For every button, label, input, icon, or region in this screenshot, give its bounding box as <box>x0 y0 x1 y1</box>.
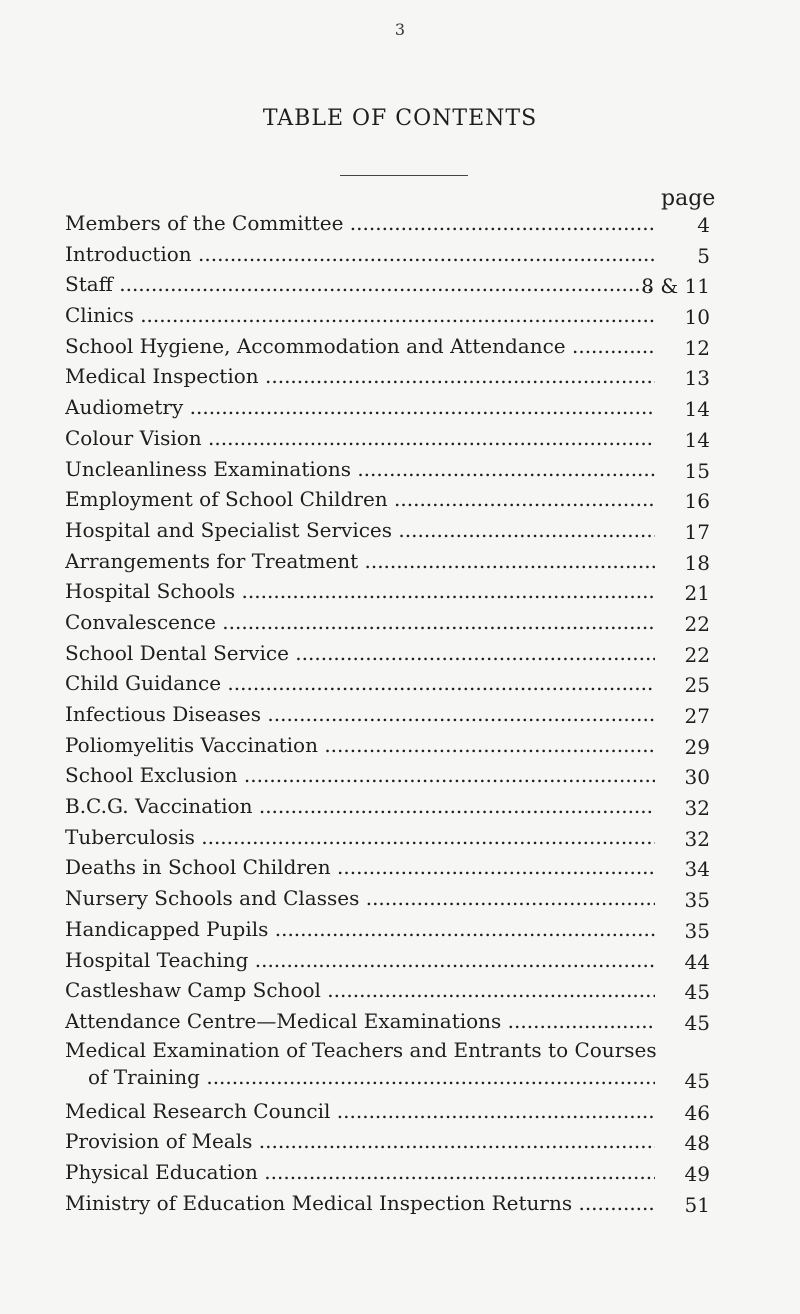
toc-entry-title: Introduction <box>65 241 192 266</box>
dot-leader <box>392 518 655 542</box>
dot-leader <box>195 825 655 849</box>
toc-entry-page: 22 <box>684 611 710 636</box>
toc-entry <box>65 730 710 761</box>
toc-entry <box>65 638 710 669</box>
toc-entry <box>65 484 710 515</box>
toc-entry <box>65 239 710 270</box>
toc-entry <box>65 975 710 1006</box>
toc-entry <box>65 576 710 607</box>
toc-entry-page: 17 <box>684 519 710 544</box>
table-of-contents <box>65 208 710 1218</box>
toc-entry-title: Handicapped Pupils <box>65 916 269 941</box>
toc-entry-title: Staff <box>65 272 113 297</box>
toc-entry <box>65 883 710 914</box>
title-divider <box>340 175 468 176</box>
dot-leader <box>134 303 655 327</box>
dot-leader <box>252 1129 655 1153</box>
toc-entry <box>65 668 710 699</box>
toc-entry-title: Hospital Teaching <box>65 947 249 972</box>
toc-entry-title: Ministry of Education Medical Inspection Returns <box>65 1190 573 1215</box>
toc-entry-title: Medical Inspection <box>65 364 259 389</box>
toc-entry <box>65 269 710 300</box>
dot-leader <box>192 242 655 266</box>
dot-leader <box>221 671 655 695</box>
toc-entry-page: 51 <box>684 1192 710 1217</box>
toc-entry <box>65 791 710 822</box>
toc-entry-page: 29 <box>684 734 710 759</box>
dot-leader <box>343 211 655 235</box>
toc-entry-title: Audiometry <box>65 395 184 420</box>
toc-entry-page: 14 <box>684 397 710 422</box>
toc-entry-title: Members of the Committee <box>65 211 344 235</box>
dot-leader <box>268 917 655 941</box>
toc-entry <box>65 361 710 392</box>
toc-entry-page: 15 <box>684 458 710 483</box>
toc-entry <box>65 1126 710 1157</box>
toc-entry-page: 48 <box>684 1131 710 1156</box>
dot-leader <box>113 272 655 296</box>
toc-entry-title: B.C.G. Vaccination <box>65 794 253 819</box>
toc-entry <box>65 699 710 730</box>
toc-entry <box>65 300 710 331</box>
toc-entry <box>65 392 710 423</box>
dot-leader <box>359 886 655 910</box>
toc-entry-page: 35 <box>684 888 710 913</box>
toc-entry <box>65 546 710 577</box>
dot-leader <box>351 457 655 481</box>
toc-entry-title: Employment of School Children <box>65 487 388 512</box>
toc-entry-page: 13 <box>684 366 710 391</box>
toc-entry <box>65 1096 710 1127</box>
toc-entry-page: 4 <box>697 213 710 237</box>
dot-leader <box>259 364 655 388</box>
toc-entry-title: School Hygiene, Accommodation and Attendance <box>65 333 566 358</box>
toc-entry-page: 22 <box>684 642 710 667</box>
toc-entry-title: Uncleanliness Examinations <box>65 456 351 481</box>
toc-entry-page: 27 <box>684 704 710 728</box>
dot-leader <box>330 1099 655 1123</box>
toc-entry-title: Tuberculosis <box>65 824 195 849</box>
dot-leader <box>252 794 655 818</box>
toc-entry-page: 32 <box>684 796 710 821</box>
dot-leader <box>331 855 655 879</box>
toc-entry-title: Deaths in School Children <box>65 855 331 880</box>
page-number: 3 <box>394 20 406 39</box>
toc-entry <box>65 760 710 791</box>
toc-entry-title: Clinics <box>65 303 134 328</box>
toc-entry <box>65 331 710 362</box>
page-title: TABLE OF CONTENTS <box>262 106 538 131</box>
toc-entry-page: 35 <box>684 918 710 943</box>
toc-entry-page: 5 <box>697 243 710 268</box>
toc-entry-page: 10 <box>684 305 710 330</box>
toc-entry-page: 32 <box>684 826 710 851</box>
toc-entry-page: 49 <box>684 1161 710 1186</box>
toc-entry-page: 30 <box>684 765 710 790</box>
toc-entry-title: Poliomyelitis Vaccination <box>65 732 318 757</box>
toc-entry <box>65 1037 710 1096</box>
toc-entry-title-continued: of Training <box>88 1064 200 1089</box>
toc-entry <box>65 515 710 546</box>
dot-leader <box>216 610 655 634</box>
toc-entry <box>65 208 710 239</box>
toc-entry-page: 16 <box>684 489 710 514</box>
toc-entry-page: 12 <box>684 335 710 360</box>
toc-entry <box>65 822 710 853</box>
dot-leader <box>248 948 655 972</box>
toc-entry <box>65 852 710 883</box>
toc-entry-page: 21 <box>684 581 710 606</box>
toc-entry <box>65 423 710 454</box>
toc-entry-title: Arrangements for Treatment <box>65 548 359 573</box>
toc-entry-title: Medical Research Council <box>65 1098 331 1123</box>
dot-leader <box>183 395 655 419</box>
toc-entry-title: Nursery Schools and Classes <box>65 886 360 911</box>
dot-leader <box>501 1009 655 1033</box>
dot-leader <box>202 426 655 450</box>
dot-leader <box>318 733 655 757</box>
toc-entry-title: Provision of Meals <box>65 1129 253 1154</box>
page-column-header: page <box>661 186 716 211</box>
toc-entry <box>65 454 710 485</box>
toc-entry-page: 45 <box>684 980 710 1005</box>
toc-entry-title: Colour Vision <box>65 425 202 450</box>
toc-entry-title: School Dental Service <box>65 640 289 665</box>
toc-entry-page: 44 <box>684 949 710 974</box>
toc-entry-title: School Exclusion <box>65 763 238 788</box>
toc-entry-title: Convalescence <box>65 609 216 634</box>
dot-leader <box>321 978 655 1002</box>
toc-entry <box>65 1188 710 1219</box>
dot-leader <box>261 702 655 726</box>
toc-entry-page: 34 <box>684 857 710 882</box>
toc-entry <box>65 914 710 945</box>
toc-entry-title: Child Guidance <box>65 671 222 696</box>
toc-entry <box>65 607 710 638</box>
toc-entry-title: Hospital and Specialist Services <box>65 517 393 542</box>
toc-entry-page: 25 <box>684 673 710 698</box>
toc-entry <box>65 1006 710 1037</box>
toc-entry-title: Attendance Centre—Medical Examinations <box>65 1008 502 1033</box>
toc-entry-page: 45 <box>684 1068 710 1093</box>
dot-leader <box>358 549 655 573</box>
dot-leader <box>238 763 655 787</box>
toc-entry-page: 8 & 11 <box>641 274 710 299</box>
dot-leader <box>200 1065 655 1089</box>
toc-entry-title: Hospital Schools <box>65 579 236 604</box>
toc-entry-title: Physical Education <box>65 1159 258 1184</box>
dot-leader <box>289 641 655 665</box>
toc-entry-title: Medical Examination of Teachers and Entrants to Courses <box>65 1037 657 1062</box>
toc-entry-page: 46 <box>684 1100 710 1125</box>
dot-leader <box>235 579 655 603</box>
dot-leader <box>388 487 655 511</box>
toc-entry <box>65 945 710 976</box>
toc-entry-page: 18 <box>684 550 710 575</box>
toc-entry-title: Castleshaw Camp School <box>65 978 321 1003</box>
toc-entry-title: Infectious Diseases <box>65 702 262 726</box>
toc-entry-page: 14 <box>684 427 710 452</box>
dot-leader <box>258 1160 655 1184</box>
toc-entry <box>65 1157 710 1188</box>
toc-entry-page: 45 <box>684 1010 710 1035</box>
